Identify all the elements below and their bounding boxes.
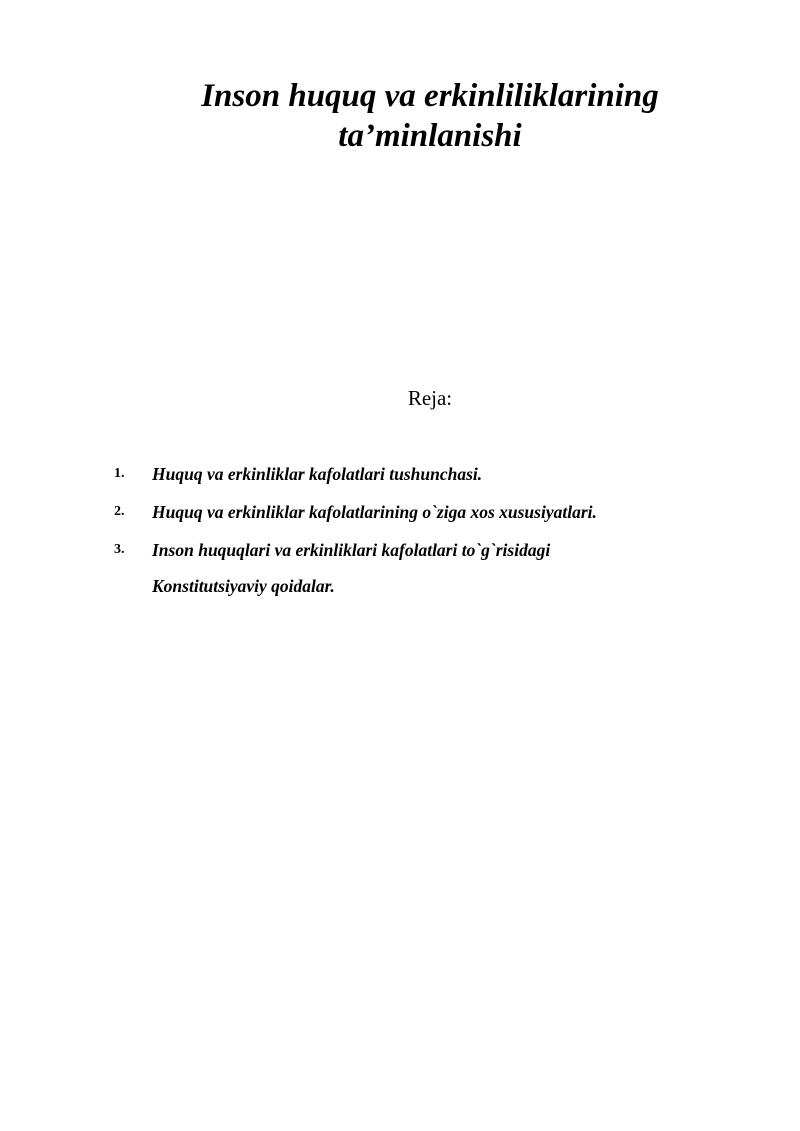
plan-list [114,456,734,606]
plan-heading: Reja: [407,386,453,410]
plan-item-1 [114,456,734,492]
title-line-2: ta’minlanishi [338,118,522,154]
plan-item-number: 2. [114,504,125,519]
plan-item-3 [114,532,734,604]
plan-item-line: Inson huquqlari va erkinliklari kafolatlari to`g`risidagi [152,540,551,560]
plan-item-2 [114,494,734,530]
plan-item-number: 3. [114,542,125,557]
plan-item-line: Huquq va erkinliklar kafolatlarining o`ziga xos xususiyatlari. [152,502,597,522]
plan-item-text [152,532,550,604]
plan-item-text [152,456,482,492]
plan-item-number: 1. [114,466,125,481]
plan-item-text [152,494,597,530]
plan-item-line: Huquq va erkinliklar kafolatlari tushunchasi. [152,464,483,484]
document-title [120,76,740,156]
title-line-1: Inson huquq va erkinliliklarining [201,78,659,114]
plan-item-line: Konstitutsiyaviy qoidalar. [152,576,335,596]
